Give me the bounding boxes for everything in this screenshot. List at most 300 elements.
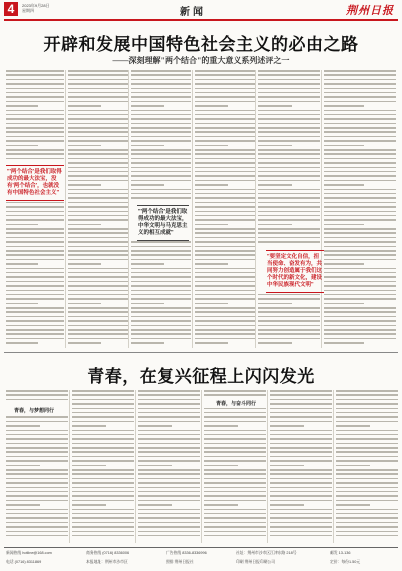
text-line <box>6 110 64 112</box>
text-line <box>68 211 128 213</box>
text-line <box>336 447 398 449</box>
text-line <box>131 79 191 81</box>
text-line <box>6 478 68 480</box>
text-line <box>72 482 134 484</box>
text-line <box>204 473 266 475</box>
text-line <box>258 342 292 344</box>
text-line <box>131 342 164 344</box>
text-line <box>324 118 396 120</box>
text-line <box>6 517 68 519</box>
text-line <box>324 140 396 142</box>
text-line <box>6 215 64 217</box>
text-line <box>6 101 64 103</box>
text-line <box>72 460 134 462</box>
text-line <box>138 416 200 418</box>
text-line <box>270 460 332 462</box>
text-line <box>270 425 304 427</box>
text-line <box>131 325 191 327</box>
text-line <box>72 500 134 502</box>
text-line <box>324 276 396 278</box>
text-line <box>324 105 364 107</box>
text-line <box>195 118 255 120</box>
column-rule <box>321 70 322 348</box>
pull-quote-2: "'两个结合'是我们取得成功的最大法宝，中华文明与马克思主义的相互成就" <box>137 205 189 241</box>
text-line <box>131 175 191 177</box>
text-line <box>258 197 320 199</box>
text-line <box>336 522 398 524</box>
text-line <box>131 254 191 256</box>
text-line <box>138 482 200 484</box>
text-line <box>204 504 238 506</box>
text-line <box>270 522 332 524</box>
text-line <box>138 491 200 493</box>
footer-item: 新闻热线 hotline@168.com <box>6 551 52 555</box>
text-line <box>270 390 332 392</box>
text-line <box>72 509 134 511</box>
text-column <box>258 70 320 348</box>
text-line <box>6 211 64 213</box>
text-line <box>68 232 128 234</box>
text-line <box>258 127 320 129</box>
text-line <box>258 232 320 234</box>
text-line <box>336 509 398 511</box>
text-line <box>270 473 332 475</box>
text-line <box>131 149 191 151</box>
text-line <box>270 451 332 453</box>
text-line <box>324 338 396 340</box>
text-line <box>6 513 68 515</box>
text-line <box>195 189 255 191</box>
text-line <box>324 250 396 252</box>
text-line <box>204 425 238 427</box>
text-line <box>195 105 228 107</box>
text-line <box>195 110 255 112</box>
text-line <box>68 276 128 278</box>
text-line <box>6 131 64 133</box>
text-line <box>68 263 101 265</box>
text-line <box>336 460 398 462</box>
text-line <box>6 74 64 76</box>
text-line <box>204 394 266 396</box>
text-line <box>68 219 128 221</box>
text-line <box>6 228 64 230</box>
text-line <box>258 162 320 164</box>
column-rule <box>333 390 334 543</box>
text-line <box>324 228 396 230</box>
text-line <box>138 469 200 471</box>
text-line <box>270 478 332 480</box>
text-line <box>336 469 398 471</box>
text-line <box>258 338 320 340</box>
footer-item: 商务热线 (0716) 8336006 <box>86 551 130 555</box>
text-line <box>324 320 396 322</box>
text-line <box>258 70 320 72</box>
text-line <box>195 290 255 292</box>
text-line <box>195 197 255 199</box>
text-line <box>204 487 266 489</box>
text-line <box>68 224 101 226</box>
text-line <box>195 123 255 125</box>
text-line <box>6 140 64 142</box>
text-line <box>138 447 200 449</box>
text-line <box>72 487 134 489</box>
text-line <box>72 394 134 396</box>
text-line <box>258 123 320 125</box>
text-line <box>195 325 255 327</box>
text-line <box>270 495 332 497</box>
text-line <box>258 149 320 151</box>
column-rule <box>135 390 136 543</box>
text-column <box>72 390 134 543</box>
text-line <box>72 443 134 445</box>
text-line <box>270 491 332 493</box>
text-line <box>195 149 255 151</box>
text-line <box>324 114 396 116</box>
text-line <box>270 416 332 418</box>
text-line <box>195 285 255 287</box>
text-line <box>138 487 200 489</box>
text-line <box>195 338 255 340</box>
text-line <box>258 105 292 107</box>
text-line <box>131 307 191 309</box>
text-line <box>6 394 68 396</box>
text-line <box>131 333 191 335</box>
text-line <box>138 500 200 502</box>
text-line <box>195 79 255 81</box>
text-line <box>204 412 266 414</box>
text-line <box>324 101 396 103</box>
text-column <box>204 390 266 543</box>
text-line <box>195 92 255 94</box>
text-line <box>6 92 64 94</box>
footer-item: 邮发 13-136 <box>330 551 351 555</box>
text-line <box>324 325 396 327</box>
text-line <box>6 329 64 331</box>
text-line <box>72 408 134 410</box>
text-line <box>204 430 266 432</box>
text-line <box>68 118 128 120</box>
text-line <box>195 316 255 318</box>
text-line <box>68 237 128 239</box>
text-line <box>68 320 128 322</box>
text-line <box>72 430 134 432</box>
text-line <box>6 70 64 72</box>
text-line <box>131 298 191 300</box>
text-line <box>204 416 266 418</box>
text-line <box>6 430 68 432</box>
text-line <box>131 110 191 112</box>
text-line <box>258 83 320 85</box>
text-line <box>324 74 396 76</box>
text-line <box>131 320 191 322</box>
text-line <box>270 403 332 405</box>
text-line <box>138 460 200 462</box>
text-line <box>68 175 128 177</box>
text-line <box>72 421 134 423</box>
text-line <box>138 465 172 467</box>
text-line <box>72 390 134 392</box>
text-line <box>324 316 396 318</box>
text-column <box>324 70 396 348</box>
text-line <box>195 140 255 142</box>
text-line <box>195 329 255 331</box>
text-line <box>324 180 396 182</box>
text-line <box>204 460 266 462</box>
text-line <box>138 456 200 458</box>
text-line <box>195 320 255 322</box>
footer-item: 本报地址：荆州市沙市区 <box>86 560 128 564</box>
footer-item: 印刷 荆州日报印刷公司 <box>236 560 276 564</box>
text-line <box>324 193 396 195</box>
article-1-headline: 开辟和发展中国特色社会主义的必由之路 <box>43 35 359 54</box>
text-line <box>324 153 396 155</box>
text-line <box>131 140 191 142</box>
text-line <box>68 202 128 204</box>
text-line <box>270 399 332 401</box>
text-line <box>68 105 101 107</box>
text-line <box>138 443 200 445</box>
text-line <box>324 167 396 169</box>
text-line <box>68 70 128 72</box>
text-line <box>6 460 68 462</box>
text-line <box>336 500 398 502</box>
text-line <box>324 175 396 177</box>
text-line <box>195 250 255 252</box>
text-line <box>138 522 200 524</box>
text-line <box>258 79 320 81</box>
text-line <box>270 487 332 489</box>
text-line <box>6 136 64 138</box>
text-line <box>324 215 396 217</box>
text-line <box>258 311 320 313</box>
text-line <box>72 403 134 405</box>
text-line <box>131 171 191 173</box>
section-name: 新闻 <box>180 7 206 18</box>
text-line <box>324 272 396 274</box>
text-line <box>68 180 128 182</box>
text-line <box>270 500 332 502</box>
text-line <box>258 110 320 112</box>
text-line <box>6 316 64 318</box>
text-line <box>195 272 255 274</box>
text-line <box>195 254 255 256</box>
text-line <box>258 228 320 230</box>
text-line <box>68 316 128 318</box>
text-line <box>324 237 396 239</box>
text-line <box>6 307 64 309</box>
text-line <box>324 232 396 234</box>
text-line <box>258 92 320 94</box>
text-line <box>68 149 128 151</box>
text-line <box>324 131 396 133</box>
text-line <box>131 290 191 292</box>
text-line <box>72 434 134 436</box>
text-line <box>72 513 134 515</box>
text-line <box>258 219 320 221</box>
footer-item: 社址：荆州市沙市区江津东路 218号 <box>236 551 297 555</box>
text-line <box>68 140 128 142</box>
text-line <box>131 153 191 155</box>
text-line <box>195 83 255 85</box>
text-line <box>195 281 255 283</box>
text-line <box>324 92 396 94</box>
column-rule <box>69 390 70 543</box>
text-line <box>6 522 68 524</box>
text-line <box>258 237 320 239</box>
text-line <box>270 513 332 515</box>
column-rule <box>65 70 66 348</box>
text-line <box>204 478 266 480</box>
text-line <box>6 425 40 427</box>
text-line <box>131 184 164 186</box>
text-line <box>68 197 128 199</box>
text-line <box>6 123 64 125</box>
text-line <box>138 390 200 392</box>
text-line <box>336 491 398 493</box>
text-line <box>195 311 255 313</box>
text-line <box>6 88 64 90</box>
text-line <box>68 272 128 274</box>
text-line <box>6 219 64 221</box>
text-line <box>324 333 396 335</box>
text-line <box>72 478 134 480</box>
text-line <box>258 101 320 103</box>
text-line <box>6 202 64 204</box>
text-line <box>204 465 238 467</box>
text-line <box>336 531 398 533</box>
text-line <box>131 316 191 318</box>
text-line <box>6 294 64 296</box>
text-line <box>324 79 396 81</box>
text-line <box>6 451 68 453</box>
text-line <box>195 180 255 182</box>
text-line <box>324 145 364 147</box>
text-line <box>204 469 266 471</box>
text-line <box>258 193 320 195</box>
text-line <box>6 535 68 537</box>
text-line <box>68 206 128 208</box>
text-line <box>68 259 128 261</box>
text-line <box>138 517 200 519</box>
text-line <box>204 451 266 453</box>
text-line <box>6 79 64 81</box>
text-line <box>204 438 266 440</box>
text-line <box>270 456 332 458</box>
column-rule <box>201 390 202 543</box>
text-line <box>336 403 398 405</box>
article-2-subhead-2: 青春，与奋斗同行 <box>216 401 257 407</box>
text-line <box>324 149 396 151</box>
text-line <box>138 513 200 515</box>
text-line <box>336 425 370 427</box>
text-line <box>336 487 398 489</box>
text-line <box>72 456 134 458</box>
text-line <box>6 237 64 239</box>
text-line <box>6 531 68 533</box>
text-line <box>270 509 332 511</box>
text-line <box>6 399 68 401</box>
text-line <box>195 145 228 147</box>
text-line <box>131 105 164 107</box>
text-line <box>324 211 396 213</box>
text-line <box>68 290 128 292</box>
text-line <box>258 88 320 90</box>
text-line <box>131 272 191 274</box>
text-line <box>6 495 68 497</box>
text-line <box>204 495 266 497</box>
text-line <box>72 469 134 471</box>
text-line <box>72 425 106 427</box>
text-line <box>336 416 398 418</box>
text-line <box>195 241 255 243</box>
text-line <box>195 246 255 248</box>
text-line <box>68 123 128 125</box>
text-line <box>336 513 398 515</box>
page-number: 4 <box>4 2 18 16</box>
article-1-subtitle: ——深刻理解"两个结合"的重大意义系列述评之一 <box>112 56 290 65</box>
text-line <box>336 412 398 414</box>
text-line <box>270 535 332 537</box>
text-line <box>258 145 292 147</box>
text-line <box>131 158 191 160</box>
text-line <box>204 421 266 423</box>
text-column <box>270 390 332 543</box>
text-line <box>131 123 191 125</box>
text-line <box>258 140 320 142</box>
text-line <box>138 473 200 475</box>
text-line <box>324 123 396 125</box>
column-rule <box>255 70 256 348</box>
text-line <box>324 158 396 160</box>
text-line <box>204 447 266 449</box>
text-line <box>324 189 396 191</box>
text-line <box>195 298 255 300</box>
text-line <box>324 298 396 300</box>
text-line <box>6 473 68 475</box>
text-line <box>324 171 396 173</box>
text-line <box>68 92 128 94</box>
text-line <box>138 531 200 533</box>
text-line <box>195 162 255 164</box>
text-line <box>138 495 200 497</box>
text-line <box>72 504 106 506</box>
text-line <box>195 224 228 226</box>
text-line <box>131 241 191 243</box>
text-line <box>258 167 320 169</box>
text-line <box>131 329 191 331</box>
text-line <box>68 114 128 116</box>
text-line <box>195 294 255 296</box>
column-rule <box>192 70 193 348</box>
text-line <box>270 447 332 449</box>
text-line <box>6 465 40 467</box>
text-line <box>270 465 304 467</box>
text-line <box>6 96 64 98</box>
text-line <box>195 131 255 133</box>
text-line <box>195 193 255 195</box>
text-line <box>68 329 128 331</box>
text-column <box>68 70 128 348</box>
text-line <box>258 294 320 296</box>
text-line <box>270 517 332 519</box>
text-line <box>270 412 332 414</box>
text-line <box>195 153 255 155</box>
text-line <box>324 303 364 305</box>
pull-quote-3: "要坚定文化自信，担当使命、奋发有为，共同努力创造属于我们这个时代的新文化，建设中华民族现代文明" <box>266 250 324 293</box>
text-line <box>6 263 38 265</box>
text-line <box>6 500 68 502</box>
text-line <box>324 127 396 129</box>
